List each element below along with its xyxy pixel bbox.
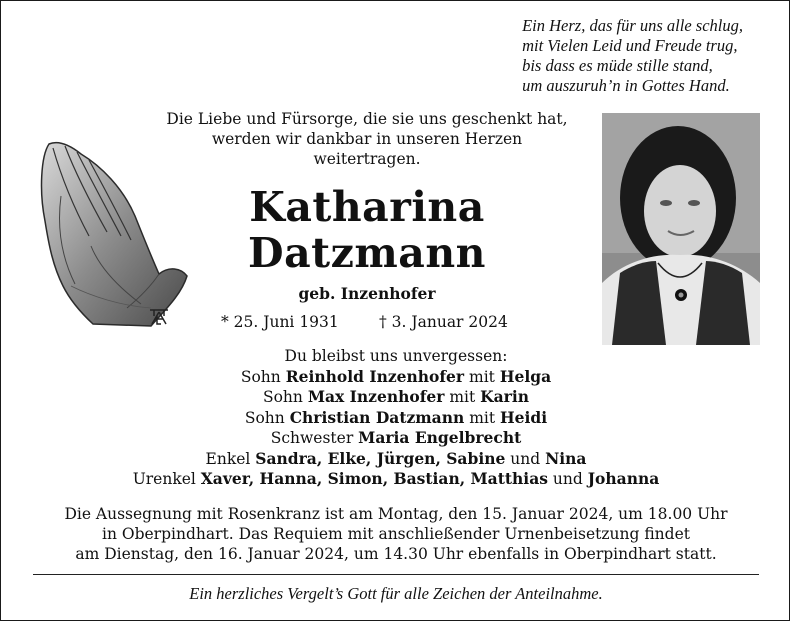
poem-line: bis dass es müde stille stand,: [522, 56, 713, 75]
death-date: † 3. Januar 2024: [379, 313, 508, 331]
person-name: Nina: [545, 448, 587, 468]
connector: und: [547, 470, 588, 488]
person-name: Reinhold Inzenhofer: [285, 366, 465, 386]
intro-line: werden wir dankbar in unseren Herzen: [211, 130, 523, 148]
deceased-name: [151, 184, 583, 276]
bereaved-line: [1, 469, 790, 490]
person-name: Maria Engelbrecht: [358, 428, 522, 447]
divider: [33, 574, 759, 575]
person-name: Heidi: [500, 407, 548, 427]
person-name: Xaver, Hanna, Simon, Bastian, Matthias: [200, 469, 548, 488]
memorial-poem: [522, 16, 743, 96]
notice-line: Die Aussegnung mit Rosenkranz ist am Montag, den 15. Januar 2024, um 18.00 Uhr: [64, 505, 728, 523]
relation: Sohn: [262, 388, 308, 406]
intro-text: [151, 109, 583, 169]
bereaved-line: [1, 387, 790, 408]
birth-name: geb. Inzenhofer: [298, 284, 436, 303]
person-name: Sandra, Elke, Jürgen, Sabine: [255, 448, 506, 468]
person-name: Max Inzenhofer: [307, 387, 445, 406]
connector: mit: [444, 388, 481, 406]
bereaved-heading: Du bleibst uns unvergessen:: [284, 347, 508, 365]
notice-line: in Oberpindhart. Das Requiem mit anschließender Urnenbeisetzung findet: [102, 525, 690, 543]
relation: Sohn: [240, 367, 286, 386]
first-name: Katharina: [249, 183, 485, 231]
person-name: Christian Datzmann: [289, 407, 465, 427]
relation: Enkel: [205, 449, 256, 468]
bereaved-line: [1, 428, 790, 449]
person-name: Helga: [499, 366, 552, 386]
person-name: Karin: [480, 387, 530, 406]
connector: und: [505, 449, 546, 468]
funeral-notice: [1, 504, 790, 564]
person-name: Johanna: [587, 469, 660, 488]
notice-line: am Dienstag, den 16. Januar 2024, um 14.30 Uhr ebenfalls in Oberpindhart statt.: [75, 545, 717, 563]
duerer-monogram-icon: [148, 306, 170, 326]
bereaved-line: [1, 449, 790, 470]
relation: Schwester: [270, 429, 359, 447]
connector: mit: [464, 367, 500, 386]
poem-line: um auszuruh’n in Gottes Hand.: [522, 76, 730, 95]
connector: mit: [464, 408, 501, 427]
relation: Sohn: [244, 408, 290, 427]
poem-line: mit Vielen Leid und Freude trug,: [522, 36, 738, 55]
last-name: Datzmann: [248, 229, 486, 277]
thanks-text: Ein herzliches Vergelt’s Gott für alle Zeichen der Anteilnahme.: [189, 584, 603, 603]
bereaved-line: [1, 408, 790, 429]
bereaved-list: [1, 347, 790, 490]
intro-line: weitertragen.: [313, 150, 421, 168]
relation: Urenkel: [132, 470, 201, 488]
portrait-photo: [602, 113, 760, 345]
poem-line: Ein Herz, das für uns alle schlug,: [522, 16, 743, 35]
intro-line: Die Liebe und Fürsorge, die sie uns geschenkt hat,: [166, 110, 568, 128]
birth-date: * 25. Juni 1931: [221, 313, 339, 331]
bereaved-line: [1, 367, 790, 388]
